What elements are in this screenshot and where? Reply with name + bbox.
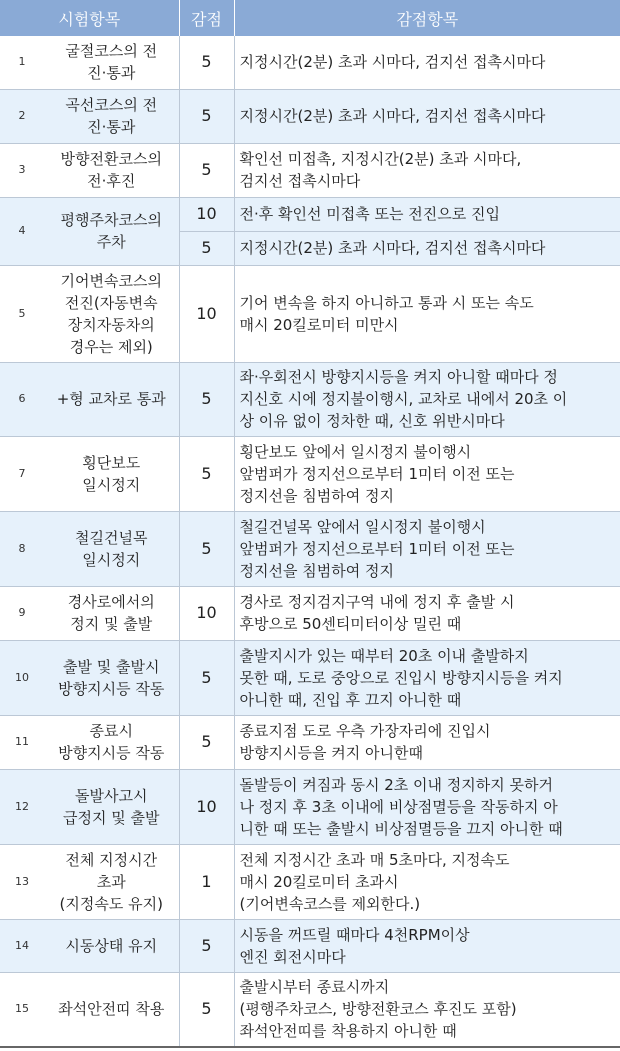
test-item: 시동상태 유지: [44, 919, 179, 972]
test-item: 철길건널목 일시정지: [44, 511, 179, 586]
penalty-criteria: 경사로 정지검지구역 내에 정지 후 출발 시 후방으로 50센티미터이상 밀린 때: [234, 586, 620, 640]
penalty-criteria: 출발지시가 있는 때부터 20초 이내 출발하지 못한 때, 도로 중앙으로 진입시 방향지시등을 켜지 아니한 때, 진입 후 끄지 아니한 때: [234, 640, 620, 715]
penalty-score: 5: [179, 362, 234, 436]
row-number: 6: [0, 362, 44, 436]
penalty-criteria: 지정시간(2분) 초과 시마다, 검지선 접촉시마다: [234, 231, 620, 265]
table-row: [0, 143, 620, 197]
table-row: [0, 844, 620, 919]
table-row: [0, 511, 620, 586]
penalty-criteria: 철길건널목 앞에서 일시정지 불이행시 앞범퍼가 정지선으로부터 1미터 이전 또는 정지선을 침범하여 정지: [234, 511, 620, 586]
header-item: 시험항목: [0, 0, 179, 36]
test-item: 돌발사고시 급정지 및 출발: [44, 769, 179, 844]
penalty-criteria: 횡단보도 앞에서 일시정지 불이행시 앞범퍼가 정지선으로부터 1미터 이전 또는 정지선을 침범하여 정지: [234, 436, 620, 511]
table-row: [0, 769, 620, 844]
penalty-criteria: 돌발등이 켜짐과 동시 2초 이내 정지하지 못하거 나 정지 후 3초 이내에 비상점멸등을 작동하지 아 니한 때 또는 출발시 비상점멸등을 끄지 아니한 때: [234, 769, 620, 844]
test-item: 평행주차코스의 주차: [44, 197, 179, 265]
test-item: 좌석안전띠 착용: [44, 972, 179, 1047]
row-number: 15: [0, 972, 44, 1047]
penalty-score: 10: [179, 769, 234, 844]
test-item: 방향전환코스의 전·후진: [44, 143, 179, 197]
test-item: 출발 및 출발시 방향지시등 작동: [44, 640, 179, 715]
penalty-score: 1: [179, 844, 234, 919]
penalty-score: 5: [179, 640, 234, 715]
table-row: [0, 89, 620, 143]
row-number: 10: [0, 640, 44, 715]
penalty-criteria: 좌·우회전시 방향지시등을 켜지 아니할 때마다 정 지신호 시에 정지불이행시, 교차로 내에서 20초 이 상 이유 없이 정차한 때, 신호 위반시마다: [234, 362, 620, 436]
row-number: 13: [0, 844, 44, 919]
penalty-criteria: 지정시간(2분) 초과 시마다, 검지선 접촉시마다: [234, 36, 620, 89]
test-item: 경사로에서의 정지 및 출발: [44, 586, 179, 640]
penalty-criteria: 종료지점 도로 우측 가장자리에 진입시 방향지시등을 켜지 아니한때: [234, 715, 620, 769]
penalty-score: 5: [179, 972, 234, 1047]
table-row: [0, 715, 620, 769]
table-row: [0, 436, 620, 511]
row-number: 9: [0, 586, 44, 640]
penalty-criteria: 출발시부터 종료시까지 (평행주차코스, 방향전환코스 후진도 포함) 좌석안전띠를 착용하지 아니한 때: [234, 972, 620, 1047]
penalty-criteria: 기어 변속을 하지 아니하고 통과 시 또는 속도 매시 20킬로미터 미만시: [234, 265, 620, 362]
penalty-score: 5: [179, 919, 234, 972]
penalty-criteria: 전·후 확인선 미접촉 또는 전진으로 진입: [234, 197, 620, 231]
row-number: 8: [0, 511, 44, 586]
test-item: 전체 지정시간 초과 (지정속도 유지): [44, 844, 179, 919]
row-number: 12: [0, 769, 44, 844]
penalty-score: 5: [179, 436, 234, 511]
penalty-score: 5: [179, 89, 234, 143]
penalty-criteria: 지정시간(2분) 초과 시마다, 검지선 접촉시마다: [234, 89, 620, 143]
row-number: 3: [0, 143, 44, 197]
row-number: 11: [0, 715, 44, 769]
penalty-score: 10: [179, 586, 234, 640]
test-item: 굴절코스의 전 진·통과: [44, 36, 179, 89]
row-number: 5: [0, 265, 44, 362]
table-row: [0, 972, 620, 1047]
test-item: +형 교차로 통과: [44, 362, 179, 436]
table-row: [0, 640, 620, 715]
row-number: 7: [0, 436, 44, 511]
penalty-criteria: 전체 지정시간 초과 매 5초마다, 지정속도 매시 20킬로미터 초과시 (기어변속코스를 제외한다.): [234, 844, 620, 919]
header-score: 감점: [179, 0, 234, 36]
table-row: [0, 265, 620, 362]
test-item: 기어변속코스의 전진(자동변속 장치자동차의 경우는 제외): [44, 265, 179, 362]
row-number: 4: [0, 197, 44, 265]
test-item: 곡선코스의 전 진·통과: [44, 89, 179, 143]
table-row: [0, 197, 620, 231]
penalty-criteria: 시동을 꺼뜨릴 때마다 4천RPM이상 엔진 회전시마다: [234, 919, 620, 972]
table-row: [0, 362, 620, 436]
row-number: 1: [0, 36, 44, 89]
penalty-criteria: 확인선 미접촉, 지정시간(2분) 초과 시마다, 검지선 접촉시마다: [234, 143, 620, 197]
penalty-score: 10: [179, 197, 234, 231]
penalty-score: 5: [179, 143, 234, 197]
header-criteria: 감점항목: [234, 0, 620, 36]
table-row: [0, 919, 620, 972]
test-item: 종료시 방향지시등 작동: [44, 715, 179, 769]
test-item: 횡단보도 일시정지: [44, 436, 179, 511]
row-number: 2: [0, 89, 44, 143]
penalty-score: 5: [179, 36, 234, 89]
penalty-score: 5: [179, 231, 234, 265]
table-header: [0, 0, 620, 36]
penalty-score: 5: [179, 715, 234, 769]
penalty-score: 10: [179, 265, 234, 362]
row-number: 14: [0, 919, 44, 972]
table-row: [0, 36, 620, 89]
table-row: [0, 586, 620, 640]
penalty-score: 5: [179, 511, 234, 586]
